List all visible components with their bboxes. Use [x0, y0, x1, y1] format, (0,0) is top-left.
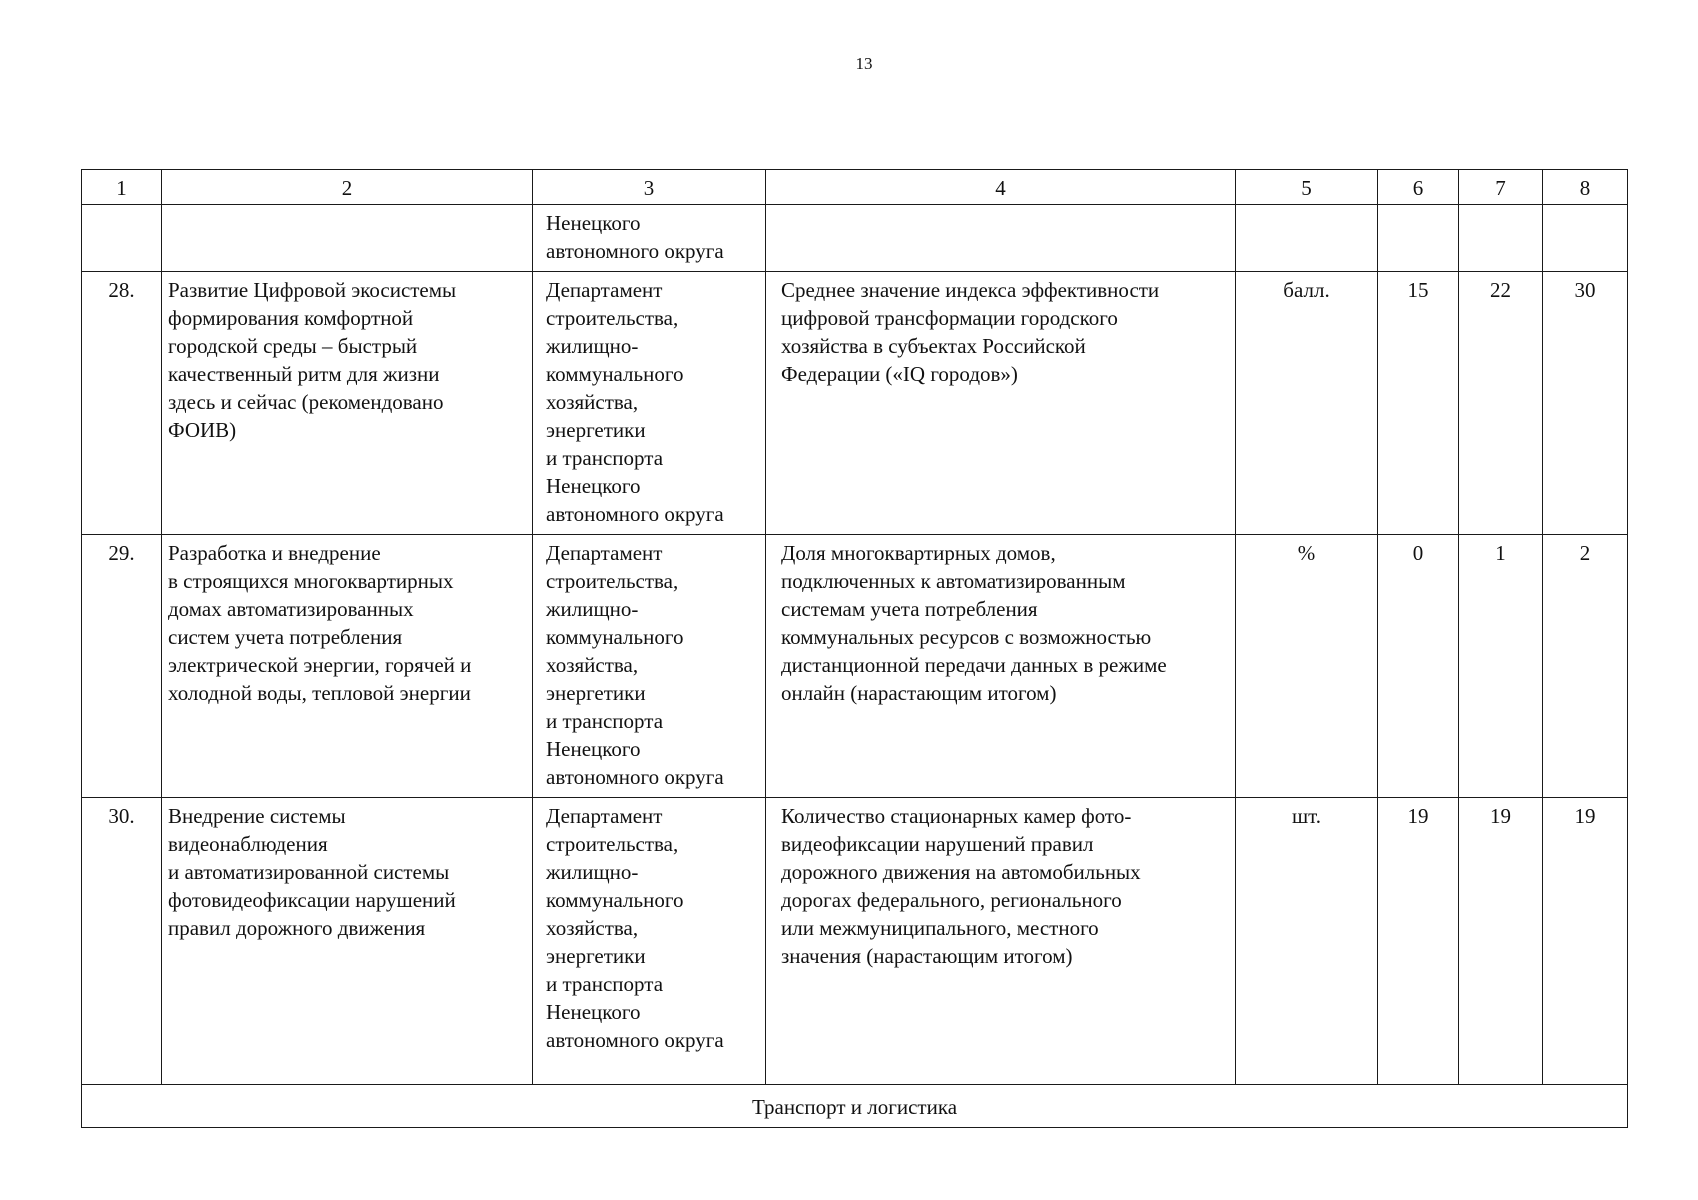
text-line: холодной воды, тепловой энергии	[168, 681, 471, 705]
text-line: Департамент	[546, 278, 663, 302]
header-cell: 6	[1378, 170, 1459, 205]
responsible-cell	[533, 272, 766, 535]
text-line: автономного округа	[546, 765, 724, 789]
row-number: 30.	[82, 798, 162, 1085]
text-line: хозяйства,	[546, 653, 639, 677]
responsible-cell	[533, 798, 766, 1085]
text-line: Департамент	[546, 541, 663, 565]
text-line: автономного округа	[546, 502, 724, 526]
text-line: в строящихся многоквартирных	[168, 569, 454, 593]
project-cell	[162, 535, 533, 798]
value-cell: 19	[1378, 798, 1459, 1085]
table-row	[82, 535, 1628, 798]
text-line: жилищно-	[546, 334, 639, 358]
text-line: качественный ритм для жизни	[168, 362, 440, 386]
value-cell: 2	[1543, 535, 1628, 798]
text-line: Департамент	[546, 804, 663, 828]
text-line: Внедрение системы	[168, 804, 346, 828]
text-line: фотовидеофиксации нарушений	[168, 888, 456, 912]
table-header-row	[82, 170, 1628, 205]
text-line: Ненецкого	[546, 737, 641, 761]
text-line: и транспорта	[546, 709, 664, 733]
value-cell: 19	[1543, 798, 1628, 1085]
text-line: Ненецкого	[546, 474, 641, 498]
text-line: автономного округа	[546, 239, 724, 263]
text-line: дистанционной передачи данных в режиме	[781, 653, 1167, 677]
text-line: энергетики	[546, 418, 646, 442]
text-line: Ненецкого	[546, 1000, 641, 1024]
indicator-cell	[766, 272, 1236, 535]
text-line: Развитие Цифровой экосистемы	[168, 278, 457, 302]
text-line: видеонаблюдения	[168, 832, 328, 856]
text-line: строительства,	[546, 306, 679, 330]
text-line: значения (нарастающим итогом)	[781, 944, 1073, 968]
text-line: жилищно-	[546, 860, 639, 884]
indicator-cell	[766, 535, 1236, 798]
header-cell: 4	[766, 170, 1236, 205]
text-line: энергетики	[546, 944, 646, 968]
value-cell: 30	[1543, 272, 1628, 535]
text-line: коммунального	[546, 625, 684, 649]
table-row	[82, 272, 1628, 535]
text-line: систем учета потребления	[168, 625, 403, 649]
section-row	[82, 1085, 1628, 1128]
table-row	[82, 798, 1628, 1085]
text-line: Среднее значение индекса эффективности	[781, 278, 1160, 302]
text-line: электрической энергии, горячей и	[168, 653, 472, 677]
project-cell	[162, 798, 533, 1085]
text-line: энергетики	[546, 681, 646, 705]
unit-cell: %	[1236, 535, 1378, 798]
text-line: строительства,	[546, 832, 679, 856]
header-cell: 3	[533, 170, 766, 205]
text-line: или межмуниципального, местного	[781, 916, 1099, 940]
value-cell: 15	[1378, 272, 1459, 535]
text-line: здесь и сейчас (рекомендовано	[168, 390, 444, 414]
text-line: Разработка и внедрение	[168, 541, 381, 565]
responsible-cell	[533, 535, 766, 798]
header-cell: 1	[82, 170, 162, 205]
indicator-cell	[766, 798, 1236, 1085]
value-cell: 22	[1459, 272, 1543, 535]
header-cell: 7	[1459, 170, 1543, 205]
row-number: 28.	[82, 272, 162, 535]
indicators-table	[81, 169, 1628, 1128]
text-line: онлайн (нарастающим итогом)	[781, 681, 1057, 705]
text-line: домах автоматизированных	[168, 597, 414, 621]
section-title: Транспорт и логистика	[82, 1085, 1628, 1128]
text-line: дорогах федерального, регионального	[781, 888, 1122, 912]
text-line: Доля многоквартирных домов,	[781, 541, 1056, 565]
project-cell	[162, 272, 533, 535]
text-line: автономного округа	[546, 1028, 724, 1052]
text-line: хозяйства,	[546, 390, 639, 414]
text-line: строительства,	[546, 569, 679, 593]
text-line: Федерации («IQ городов»)	[781, 362, 1018, 386]
text-line: коммунальных ресурсов с возможностью	[781, 625, 1152, 649]
unit-cell: шт.	[1236, 798, 1378, 1085]
text-line: и транспорта	[546, 972, 664, 996]
text-line: хозяйства в субъектах Российской	[781, 334, 1086, 358]
text-line: видеофиксации нарушений правил	[781, 832, 1094, 856]
text-line: формирования комфортной	[168, 306, 414, 330]
page-number: 13	[855, 54, 873, 73]
text-line: дорожного движения на автомобильных	[781, 860, 1141, 884]
text-line: Количество стационарных камер фото-	[781, 804, 1132, 828]
unit-cell: балл.	[1236, 272, 1378, 535]
text-line: и транспорта	[546, 446, 664, 470]
value-cell: 1	[1459, 535, 1543, 798]
text-line: хозяйства,	[546, 916, 639, 940]
text-line: подключенных к автоматизированным	[781, 569, 1126, 593]
text-line: цифровой трансформации городского	[781, 306, 1118, 330]
text-line: коммунального	[546, 362, 684, 386]
responsible-cell	[533, 205, 766, 272]
text-line: Ненецкого	[546, 211, 641, 235]
text-line: ФОИВ)	[168, 418, 237, 442]
continuation-row	[82, 205, 1628, 272]
value-cell: 0	[1378, 535, 1459, 798]
text-line: жилищно-	[546, 597, 639, 621]
value-cell: 19	[1459, 798, 1543, 1085]
text-line: системам учета потребления	[781, 597, 1038, 621]
header-cell: 8	[1543, 170, 1628, 205]
text-line: коммунального	[546, 888, 684, 912]
header-cell: 2	[162, 170, 533, 205]
text-line: городской среды – быстрый	[168, 334, 418, 358]
row-number: 29.	[82, 535, 162, 798]
header-cell: 5	[1236, 170, 1378, 205]
text-line: правил дорожного движения	[168, 916, 426, 940]
text-line: и автоматизированной системы	[168, 860, 450, 884]
